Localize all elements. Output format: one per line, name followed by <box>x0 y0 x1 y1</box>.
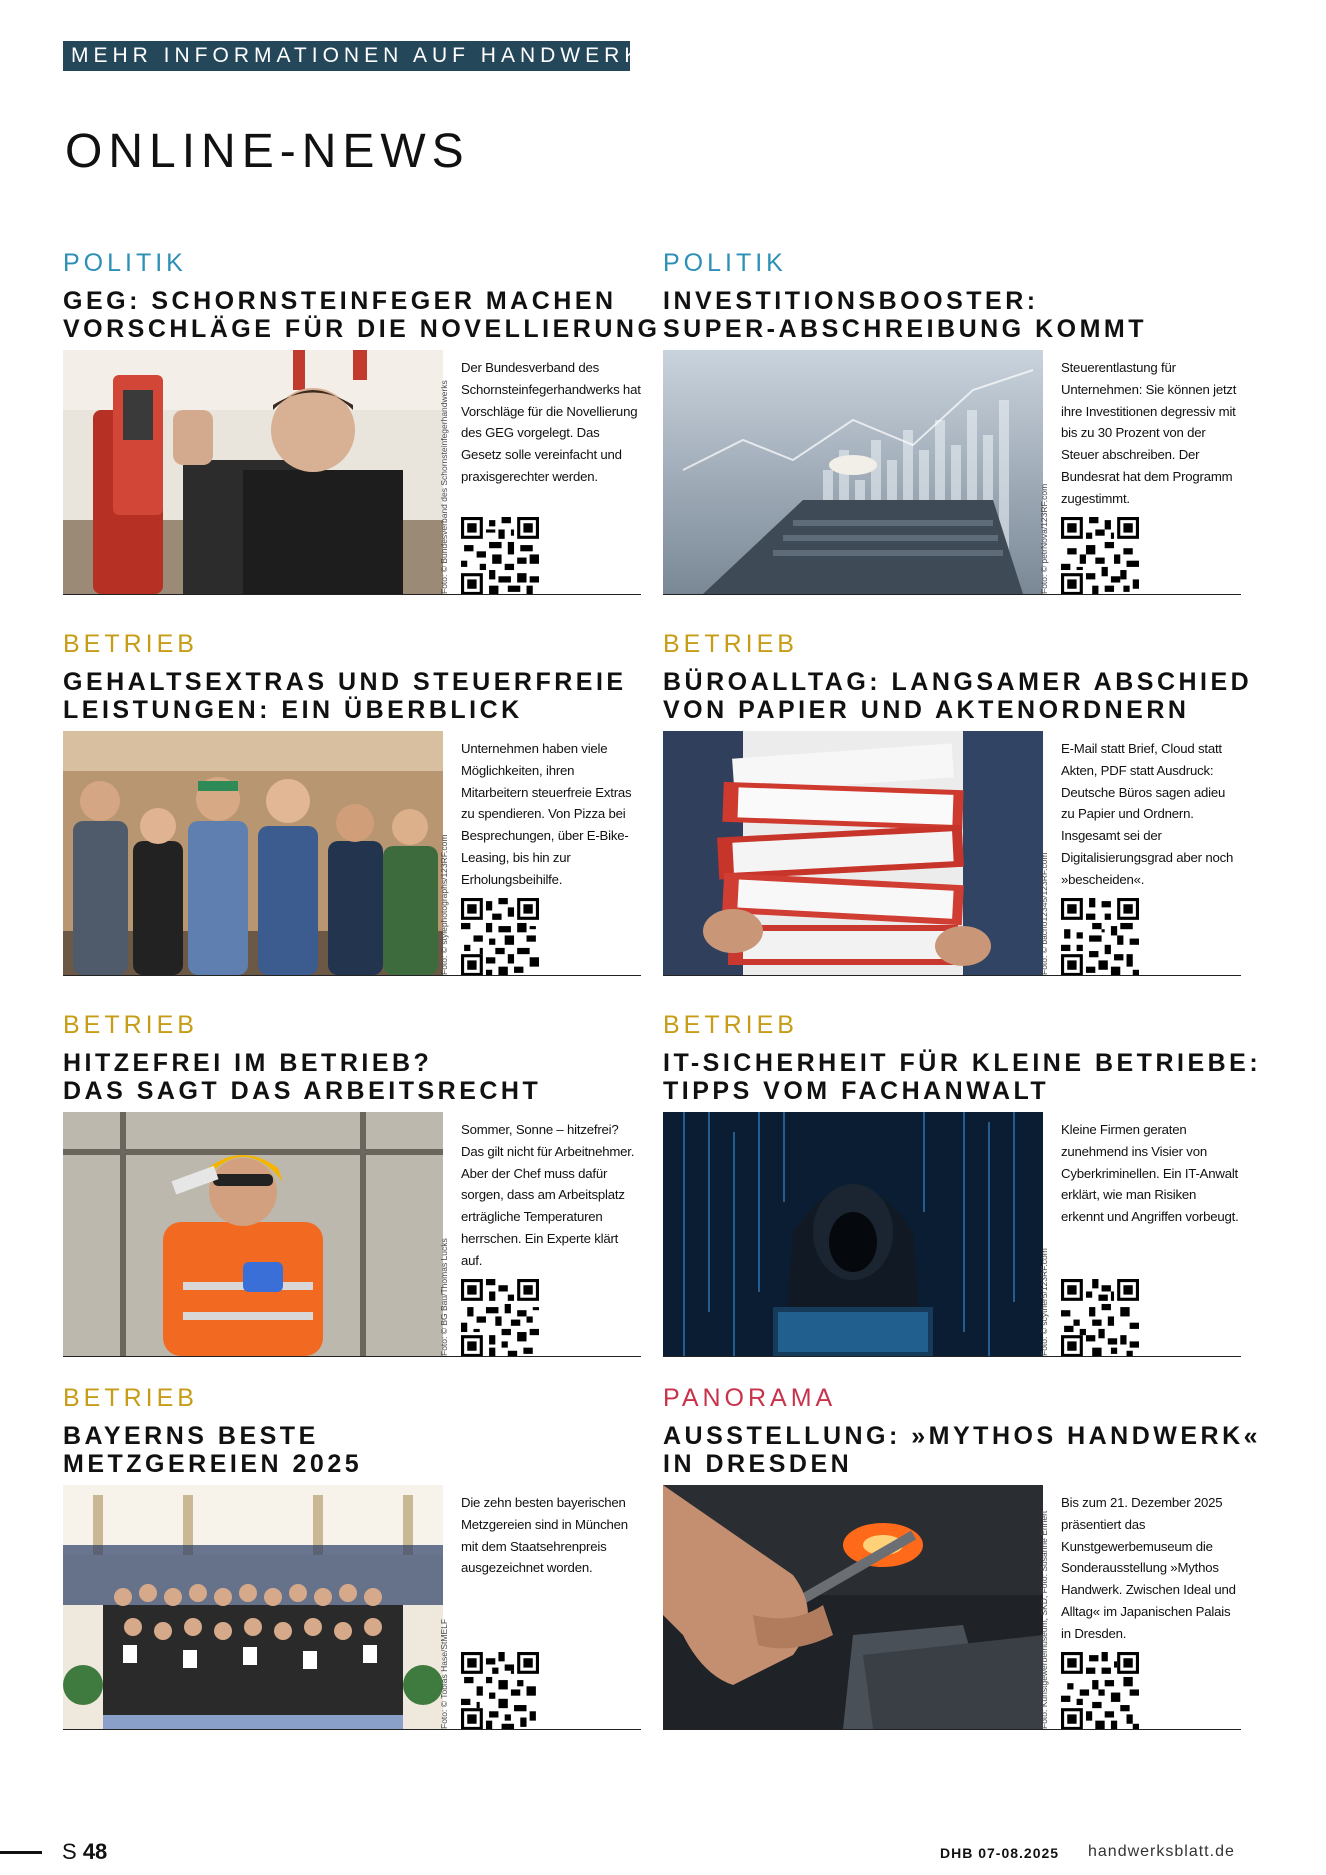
article-teaser: Sommer, Sonne – hitzefrei? Das gilt nicht für Arbeitnehmer. Aber der Chef muss dafür sorgen, dass am Arbeitsplatz erträgliche Temperaturen herrschen. Ein Experte klärt auf. <box>461 1122 635 1268</box>
qr-code-icon[interactable] <box>461 1652 539 1730</box>
header-banner[interactable]: MEHR INFORMATIONEN AUF HANDWERKSBLATT.DE <box>63 41 630 71</box>
divider <box>63 1729 641 1730</box>
article-card[interactable] <box>63 1011 641 1423</box>
qr-code-icon[interactable] <box>1061 1652 1139 1730</box>
headline-line: HITZEFREI IM BETRIEB? <box>63 1049 433 1077</box>
divider <box>663 1356 1241 1357</box>
article-headline[interactable] <box>663 1049 1262 1105</box>
article-headline[interactable] <box>63 668 641 724</box>
article-teaser: E-Mail statt Brief, Cloud statt Akten, PDF statt Ausdruck: Deutsche Büros sagen adieu zu Papier und Ordnern. Insgesamt sei der Digitalisierungsgrad aber noch »bescheiden«. <box>1061 741 1234 887</box>
headline-line: METZGEREIEN 2025 <box>63 1450 363 1478</box>
headline-line: DAS SAGT DAS ARBEITSRECHT <box>63 1077 542 1105</box>
divider <box>663 975 1241 976</box>
article-card[interactable] <box>663 1011 1262 1423</box>
headline-line: LEISTUNGEN: EIN ÜBERBLICK <box>63 696 523 724</box>
category-label: BETRIEB <box>663 1011 798 1039</box>
headline-line: BAYERNS BESTE <box>63 1422 319 1450</box>
headline-line: BÜROALLTAG: LANGSAMER ABSCHIED <box>663 668 1253 696</box>
photo-credit: Foto: © Bundesverband des Schornsteinfegerhandwerks <box>439 380 449 594</box>
headline-line: SUPER-ABSCHREIBUNG KOMMT <box>663 315 1147 343</box>
article-photo[interactable] <box>663 731 1043 975</box>
page-prefix: S <box>62 1839 77 1864</box>
article-photo[interactable] <box>63 731 443 975</box>
category-label: BETRIEB <box>63 1011 198 1039</box>
headline-line: TIPPS VOM FACHANWALT <box>663 1077 1050 1105</box>
photo-credit: Foto: © petrNova/123RF.com <box>1039 483 1049 594</box>
issue-label: DHB 07-08.2025 <box>940 1845 1060 1861</box>
divider <box>663 1729 1241 1730</box>
photo-credit: Foto: © bacho12345/123RF.com <box>1039 852 1049 975</box>
article-teaser: Unternehmen haben viele Möglichkeiten, ihren Mitarbeitern steuerfreie Extras zu spendieren. Von Pizza bei Besprechungen, über E-Bike-Leasing, bis hin zur Erholungsbeihilfe. <box>461 741 632 887</box>
headline-line: VON PAPIER UND AKTENORDNERN <box>663 696 1190 724</box>
article-card[interactable] <box>63 630 641 1042</box>
photo-credit: Foto: © stylephotographs/123RF.com <box>439 834 449 975</box>
divider <box>63 1356 641 1357</box>
article-teaser: Der Bundesverband des Schornsteinfegerhandwerks hat Vorschläge für die Novellierung des GEG vorgelegt. Das Gesetz solle vereinfacht und praxisgerechter werden. <box>461 360 641 484</box>
article-headline[interactable] <box>63 287 661 343</box>
article-teaser: Kleine Firmen geraten zunehmend ins Visier von Cyberkriminellen. Ein IT-Anwalt erklärt, wie man Risiken erkennt und Angriffen vorbeugt. <box>1061 1122 1239 1225</box>
qr-code-icon[interactable] <box>461 1279 539 1357</box>
category-label: POLITIK <box>63 249 187 277</box>
article-card[interactable] <box>663 1384 1262 1796</box>
qr-code-icon[interactable] <box>1061 517 1139 595</box>
headline-line: GEG: SCHORNSTEINFEGER MACHEN <box>63 287 617 315</box>
article-headline[interactable] <box>63 1049 641 1105</box>
headline-line: VORSCHLÄGE FÜR DIE NOVELLIERUNG <box>63 315 661 343</box>
category-label: BETRIEB <box>63 630 198 658</box>
footer-bar <box>0 1851 42 1854</box>
qr-code-icon[interactable] <box>461 898 539 976</box>
article-card[interactable] <box>663 630 1253 1042</box>
article-photo[interactable] <box>63 1485 443 1729</box>
page-title: ONLINE-NEWS <box>65 125 470 179</box>
article-card[interactable] <box>63 1384 641 1796</box>
headline-line: INVESTITIONSBOOSTER: <box>663 287 1039 315</box>
page-number-value: 48 <box>82 1839 108 1864</box>
article-headline[interactable] <box>663 1422 1262 1478</box>
article-photo[interactable] <box>663 1485 1043 1729</box>
category-label: BETRIEB <box>663 630 798 658</box>
article-teaser: Steuerentlastung für Unternehmen: Sie können jetzt ihre Investitionen degressiv mit bis zu 30 Prozent von der Steuer abschreiben. Der Bundesrat hat dem Programm zugestimmt. <box>1061 360 1237 506</box>
divider <box>63 594 641 595</box>
headline-line: AUSSTELLUNG: »MYTHOS HANDWERK« <box>663 1422 1262 1450</box>
qr-code-icon[interactable] <box>1061 898 1139 976</box>
headline-line: IN DRESDEN <box>663 1450 853 1478</box>
headline-line: IT-SICHERHEIT FÜR KLEINE BETRIEBE: <box>663 1049 1262 1077</box>
category-label: PANORAMA <box>663 1384 837 1412</box>
article-photo[interactable] <box>663 1112 1043 1356</box>
photo-credit: Foto: © BG Bau/Thomas Lucks <box>439 1238 449 1356</box>
article-teaser: Bis zum 21. Dezember 2025 präsentiert das Kunstgewerbemuseum die Sonderausstellung »Mythos Handwerk. Zwischen Ideal und Alltag« im Japanischen Palais in Dresden. <box>1061 1495 1236 1641</box>
qr-code-icon[interactable] <box>461 517 539 595</box>
article-card[interactable] <box>663 249 1241 661</box>
article-headline[interactable] <box>663 287 1241 343</box>
page-number <box>62 1839 107 1865</box>
photo-credit: Foto: © Tobias Hase/StMELF <box>439 1618 449 1729</box>
category-label: BETRIEB <box>63 1384 198 1412</box>
article-photo[interactable] <box>63 350 443 594</box>
divider <box>663 594 1241 595</box>
article-photo[interactable] <box>663 350 1043 594</box>
qr-code-icon[interactable] <box>1061 1279 1139 1357</box>
article-photo[interactable] <box>63 1112 443 1356</box>
site-link[interactable]: handwerksblatt.de <box>1088 1843 1235 1860</box>
headline-line: GEHALTSEXTRAS UND STEUERFREIE <box>63 668 627 696</box>
article-card[interactable] <box>63 249 661 661</box>
photo-credit: Foto: © scyther5/123RF.com <box>1039 1248 1049 1356</box>
article-headline[interactable] <box>63 1422 641 1478</box>
divider <box>63 975 641 976</box>
photo-credit: Foto: Kunstgewerbemuseum, SKD, Foto: Susanne Ehnert <box>1039 1510 1049 1729</box>
category-label: POLITIK <box>663 249 787 277</box>
article-headline[interactable] <box>663 668 1253 724</box>
article-teaser: Die zehn besten bayerischen Metzgereien sind in München mit dem Staatsehrenpreis ausgezeichnet worden. <box>461 1495 628 1576</box>
